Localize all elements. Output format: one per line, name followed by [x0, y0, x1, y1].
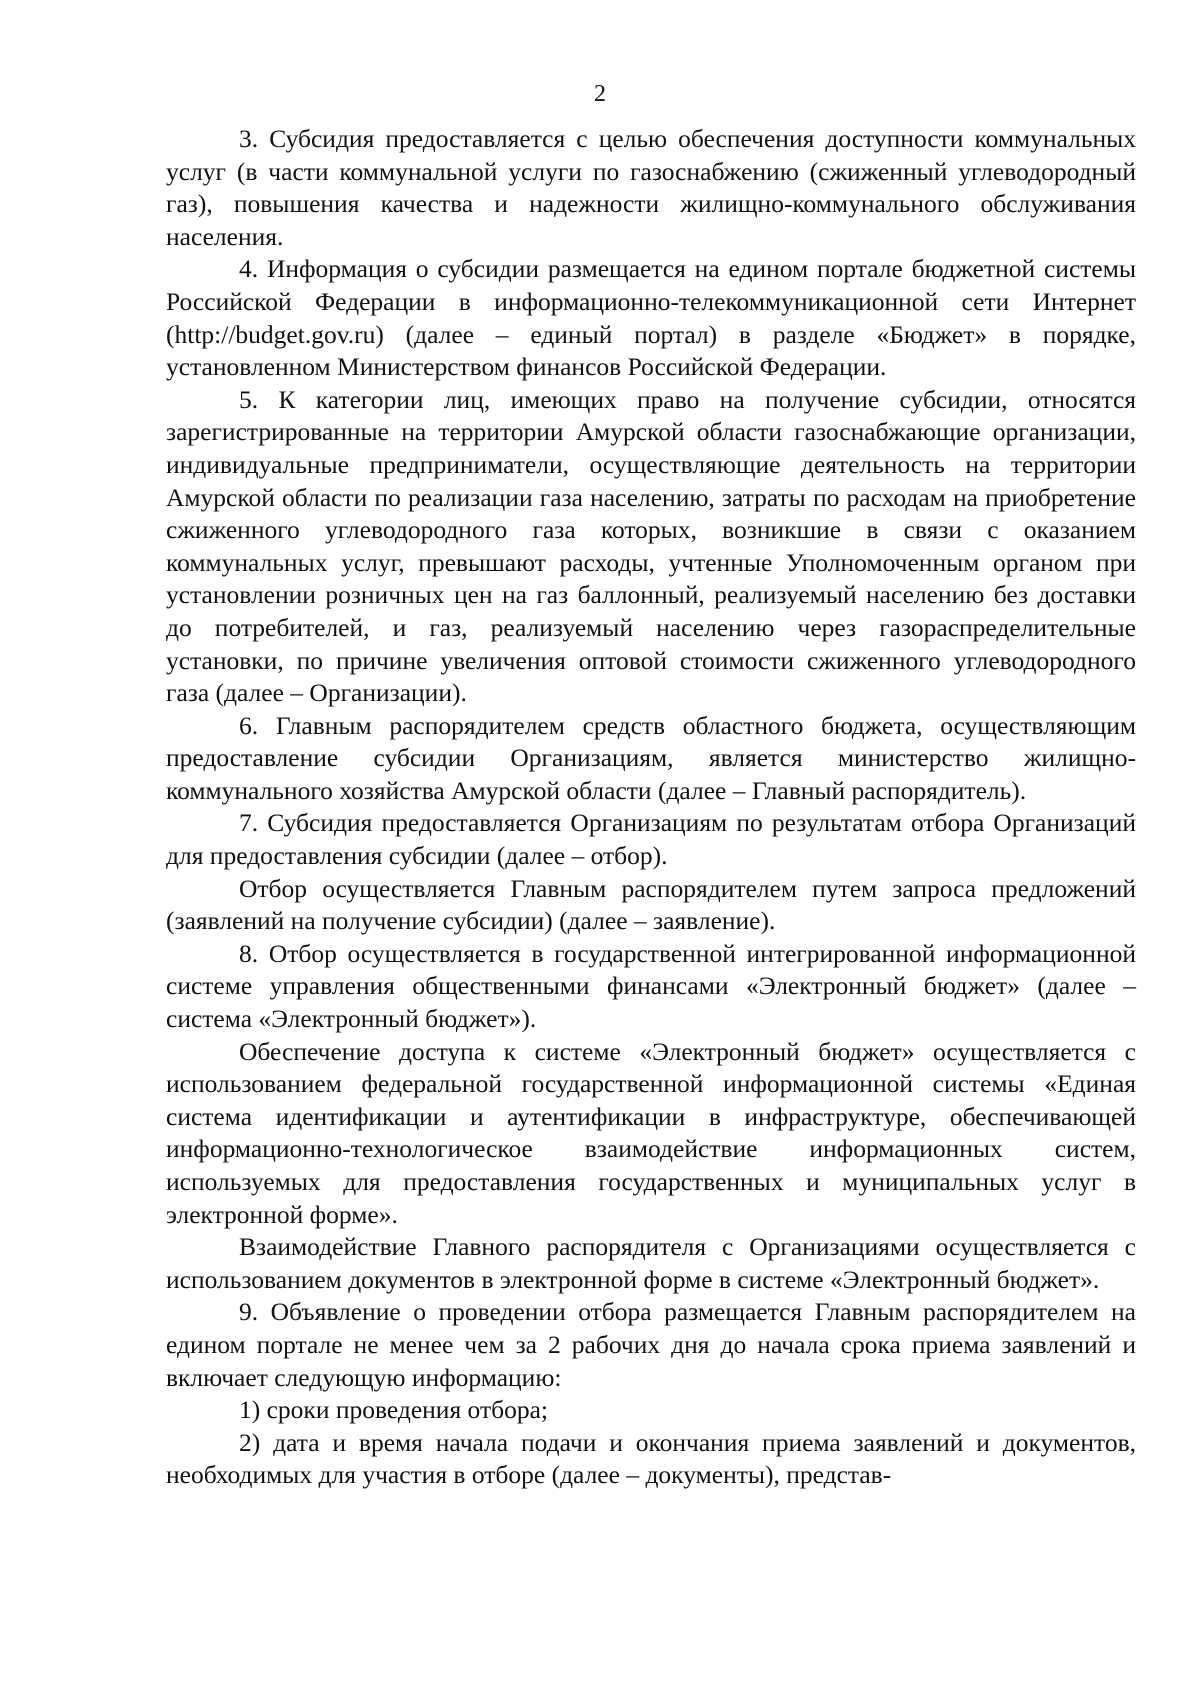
paragraph-interaction: Взаимодействие Главного распорядителя с Организациями осуществляется с использованием документов в электронной форме в системе «Электронный бюджет». [166, 1232, 1136, 1294]
document-body [166, 123, 1136, 1492]
list-item-2-application-dates: 2) дата и время начала подачи и окончания приема заявлений и документов, необходимых для участия в отборе (далее – документы), представ- [166, 1427, 1136, 1490]
paragraph-7-selection-results: 7. Субсидия предоставляется Организациям по результатам отбора Организаций для предоставления субсидии (далее – отбор). [166, 808, 1136, 871]
paragraph-4-information-portal: 4. Информация о субсидии размещается на едином портале бюджетной системы Российской Федерации в информационно-телекоммуникационной сети Интернет (http://budget.gov.ru) (далее – единый портал) в разделе «Бюджет» в порядке, установленном Министерством финансов Российской Федерации. [166, 254, 1136, 382]
page-number: 2 [594, 81, 606, 107]
list-item-1-selection-terms: 1) сроки проведения отбора; [239, 1395, 548, 1425]
paragraph-9-announcement: 9. Объявление о проведении отбора размещается Главным распорядителем на едином портале не менее чем за 2 рабочих дня до начала срока приема заявлений и включает следующую информацию: [166, 1297, 1136, 1392]
paragraph-3-purpose: 3. Субсидия предоставляется с целью обеспечения доступности коммунальных услуг (в части коммунальной услуги по газоснабжению (сжиженный углеводородный газ), повышения качества и надежности жилищно-коммунального обслуживания населения. [166, 124, 1136, 251]
paragraph-8-electronic-budget: 8. Отбор осуществляется в государственной интегрированной информационной системе управления общественными финансами «Электронный бюджет» (далее – система «Электронный бюджет»). [166, 938, 1136, 1034]
paragraph-5-eligible-recipients: 5. К категории лиц, имеющих право на получение субсидии, относятся зарегистрированные на территории Амурской области газоснабжающие организации, индивидуальные предприниматели, осуществляющие деятельность на территории Амурской области по реализации газа населению, затраты по расходам на приобретение сжиженного углеводородного газа которых, возникшие в связи с оказанием коммунальных услуг, превышают расходы, учтенные Уполномоченным органом при установлении розничных цен на газ баллонный, реализуемый населению без доставки до потребителей, и газ, реализуемый населению через газораспределительные установки, по причине увеличения оптовой стоимости сжиженного углеводородного газа (далее – Организации). [166, 384, 1136, 708]
paragraph-6-main-administrator: 6. Главным распорядителем средств областного бюджета, осуществляющим предоставление субсидии Организациям, является министерство жилищно-коммунального хозяйства Амурской области (далее – Главный распорядитель). [166, 710, 1136, 805]
paragraph-selection-method: Отбор осуществляется Главным распорядителем путем запроса предложений (заявлений на получение субсидии) (далее – заявление). [166, 873, 1136, 936]
paragraph-system-access: Обеспечение доступа к системе «Электронный бюджет» осуществляется с использованием федеральной государственной информационной системы «Единая система идентификации и аутентификации в инфраструктуре, обеспечивающей информационно-технологическое взаимодействие информационных систем, используемых для предоставления государственных и муниципальных услуг в электронной форме». [166, 1036, 1136, 1229]
